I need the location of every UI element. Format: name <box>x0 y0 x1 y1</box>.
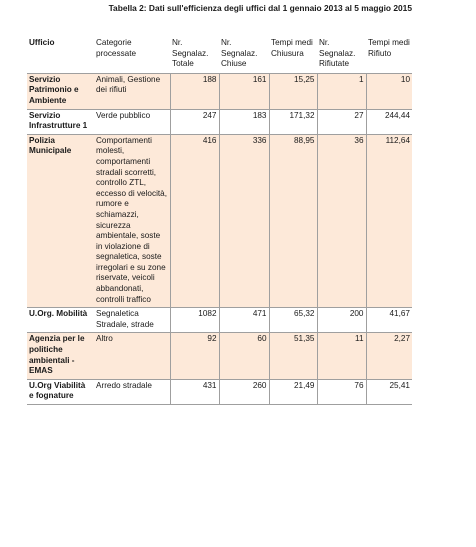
row-ufficio: Servizio Patrimonio e Ambiente <box>27 73 94 109</box>
row-categorie: Animali, Gestione dei rifiuti <box>94 73 170 109</box>
row-rifiutate: 11 <box>317 333 366 379</box>
row-chiusura: 51,35 <box>269 333 317 379</box>
row-chiusura: 88,95 <box>269 134 317 308</box>
row-totale: 416 <box>170 134 219 308</box>
row-rifiuto: 112,64 <box>366 134 412 308</box>
row-ufficio: U.Org. Mobilità <box>27 308 94 333</box>
table-row <box>27 73 412 109</box>
row-totale: 188 <box>170 73 219 109</box>
row-rifiuto: 2,27 <box>366 333 412 379</box>
row-rifiuto: 244,44 <box>366 109 412 134</box>
header-row <box>27 38 412 73</box>
row-rifiuto: 25,41 <box>366 379 412 404</box>
row-totale: 1082 <box>170 308 219 333</box>
row-rifiutate: 200 <box>317 308 366 333</box>
table-row <box>27 333 412 379</box>
row-rifiuto: 10 <box>366 73 412 109</box>
col-header-categorie: Categorie processate <box>96 38 137 58</box>
row-totale: 431 <box>170 379 219 404</box>
row-rifiutate: 36 <box>317 134 366 308</box>
row-chiuse: 336 <box>219 134 269 308</box>
row-rifiuto: 41,67 <box>366 308 412 333</box>
row-rifiutate: 1 <box>317 73 366 109</box>
row-categorie: Comportamenti molesti, comportamenti stradali scorretti, controllo ZTL, eccesso di velocità, rumore e schiamazzi, sicurezza ambientale, soste in violazione di segnaletica, soste irregolari e su zone riservate, veicoli abbandonati, controlli traffico <box>94 134 170 308</box>
row-ufficio: Servizio Infrastrutture 1 <box>27 109 94 134</box>
col-header-chiuse: Nr. Segnalaz. Chiuse <box>221 38 258 69</box>
row-categorie: Arredo stradale <box>94 379 170 404</box>
row-ufficio: Polizia Municipale <box>27 134 94 308</box>
row-chiusura: 21,49 <box>269 379 317 404</box>
row-categorie: Verde pubblico <box>94 109 170 134</box>
col-header-rifiutate: Nr. Segnalaz. Rifiutate <box>319 38 356 69</box>
col-header-rifiuto: Tempi medi Rifiuto <box>368 38 410 58</box>
row-chiusura: 65,32 <box>269 308 317 333</box>
table-row <box>27 379 412 404</box>
row-chiusura: 171,32 <box>269 109 317 134</box>
row-totale: 92 <box>170 333 219 379</box>
row-totale: 247 <box>170 109 219 134</box>
row-ufficio: Agenzia per le politiche ambientali - EMAS <box>27 333 94 379</box>
row-chiusura: 15,25 <box>269 73 317 109</box>
table-row <box>27 134 412 308</box>
table-row <box>27 308 412 333</box>
table-caption: Tabella 2: Dati sull'efficienza degli uffici dal 1 gennaio 2013 al 5 maggio 2015 <box>108 3 412 13</box>
row-rifiutate: 76 <box>317 379 366 404</box>
row-chiuse: 183 <box>219 109 269 134</box>
row-chiuse: 161 <box>219 73 269 109</box>
row-chiuse: 60 <box>219 333 269 379</box>
col-header-ufficio: Ufficio <box>29 38 55 47</box>
row-chiuse: 471 <box>219 308 269 333</box>
col-header-totale: Nr. Segnalaz. Totale <box>172 38 209 69</box>
row-ufficio: U.Org Viabilità e fognature <box>27 379 94 404</box>
efficiency-table <box>27 38 412 405</box>
row-chiuse: 260 <box>219 379 269 404</box>
row-rifiutate: 27 <box>317 109 366 134</box>
col-header-chiusura: Tempi medi Chiusura <box>271 38 313 58</box>
table-row <box>27 109 412 134</box>
row-categorie: Segnaletica Stradale, strade <box>94 308 170 333</box>
row-categorie: Altro <box>94 333 170 379</box>
